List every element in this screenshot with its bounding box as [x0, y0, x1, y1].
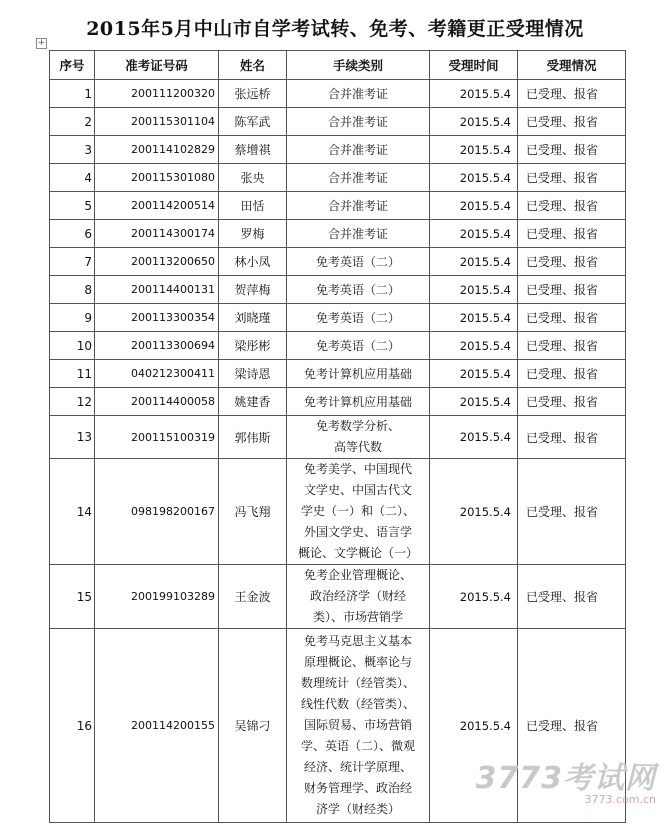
header-type: 手续类别	[287, 51, 430, 80]
row-number: 6	[50, 220, 95, 248]
row-number: 5	[50, 192, 95, 220]
exam-id: 200113300694	[95, 332, 219, 360]
exam-id: 200114200155	[95, 629, 219, 823]
procedure-type: 合并准考证	[287, 164, 430, 192]
accept-date: 2015.5.4	[430, 220, 518, 248]
page-title: 2015年5月中山市自学考试转、免考、考籍更正受理情况	[86, 18, 584, 40]
exam-id: 200115301080	[95, 164, 219, 192]
candidate-name: 张远桥	[219, 80, 287, 108]
candidate-name: 林小凤	[219, 248, 287, 276]
accept-date: 2015.5.4	[430, 629, 518, 823]
row-number: 10	[50, 332, 95, 360]
watermark-url: 3773.com.cn	[584, 793, 656, 806]
watermark-logo	[476, 753, 657, 806]
row-number: 3	[50, 136, 95, 164]
candidate-name: 梁诗恩	[219, 360, 287, 388]
candidate-name: 郭伟斯	[219, 416, 287, 459]
procedure-type: 免考英语（二）	[287, 304, 430, 332]
accept-status: 已受理、报省	[518, 304, 626, 332]
row-number: 13	[50, 416, 95, 459]
accept-status: 已受理、报省	[518, 388, 626, 416]
accept-date: 2015.5.4	[430, 388, 518, 416]
table-row	[50, 304, 626, 332]
accept-date: 2015.5.4	[430, 360, 518, 388]
exam-id: 098198200167	[95, 459, 219, 565]
accept-date: 2015.5.4	[430, 459, 518, 565]
accept-status: 已受理、报省	[518, 80, 626, 108]
candidate-name: 张央	[219, 164, 287, 192]
exam-id: 200113300354	[95, 304, 219, 332]
accept-date: 2015.5.4	[430, 80, 518, 108]
table-row	[50, 416, 626, 459]
table-row	[50, 459, 626, 565]
accept-status: 已受理、报省	[518, 360, 626, 388]
row-number: 4	[50, 164, 95, 192]
row-number: 14	[50, 459, 95, 565]
accept-status: 已受理、报省	[518, 108, 626, 136]
header-id: 准考证号码	[95, 51, 219, 80]
header-status: 受理情况	[518, 51, 626, 80]
row-number: 7	[50, 248, 95, 276]
candidate-name: 蔡增祺	[219, 136, 287, 164]
accept-status: 已受理、报省	[518, 164, 626, 192]
row-number: 16	[50, 629, 95, 823]
table-row	[50, 192, 626, 220]
header-no: 序号	[50, 51, 95, 80]
watermark-text: 3773考试网	[475, 761, 656, 796]
exam-id: 200114102829	[95, 136, 219, 164]
candidate-name: 吴锦刁	[219, 629, 287, 823]
table-row	[50, 276, 626, 304]
procedure-type: 免考英语（二）	[287, 332, 430, 360]
procedure-type: 合并准考证	[287, 136, 430, 164]
table-move-handle-icon[interactable]: +	[37, 38, 46, 48]
procedure-type: 合并准考证	[287, 108, 430, 136]
table-row	[50, 164, 626, 192]
accept-status: 已受理、报省	[518, 276, 626, 304]
exam-id: 200113200650	[95, 248, 219, 276]
procedure-type: 合并准考证	[287, 80, 430, 108]
exam-id: 200114400131	[95, 276, 219, 304]
procedure-type: 免考数学分析、 高等代数	[287, 416, 430, 459]
exam-id: 200114300174	[95, 220, 219, 248]
candidate-name: 王金波	[219, 565, 287, 629]
row-number: 9	[50, 304, 95, 332]
accept-date: 2015.5.4	[430, 164, 518, 192]
table-row	[50, 108, 626, 136]
table-header-row	[50, 51, 626, 80]
procedure-type: 免考英语（二）	[287, 276, 430, 304]
accept-date: 2015.5.4	[430, 332, 518, 360]
table-row	[50, 136, 626, 164]
exam-id: 040212300411	[95, 360, 219, 388]
row-number: 15	[50, 565, 95, 629]
candidate-name: 刘晓瑾	[219, 304, 287, 332]
accept-status: 已受理、报省	[518, 332, 626, 360]
exam-id: 200115100319	[95, 416, 219, 459]
candidate-name: 姚建香	[219, 388, 287, 416]
exam-id: 200114400058	[95, 388, 219, 416]
procedure-type: 合并准考证	[287, 220, 430, 248]
procedure-type: 合并准考证	[287, 192, 430, 220]
procedure-type: 免考计算机应用基础	[287, 360, 430, 388]
accept-date: 2015.5.4	[430, 192, 518, 220]
row-number: 1	[50, 80, 95, 108]
exam-id: 200111200320	[95, 80, 219, 108]
procedure-type: 免考英语（二）	[287, 248, 430, 276]
row-number: 12	[50, 388, 95, 416]
exam-id: 200114200514	[95, 192, 219, 220]
accept-date: 2015.5.4	[430, 276, 518, 304]
procedure-type: 免考美学、中国现代 文学史、中国古代文 学史（一）和（二）、 外国文学史、语言学 概论、文学概论（一）	[287, 459, 430, 565]
table-row	[50, 565, 626, 629]
row-number: 11	[50, 360, 95, 388]
procedure-type: 免考企业管理概论、 政治经济学（财经 类）、市场营销学	[287, 565, 430, 629]
accept-date: 2015.5.4	[430, 136, 518, 164]
acceptance-table	[49, 50, 626, 823]
accept-date: 2015.5.4	[430, 304, 518, 332]
exam-id: 200115301104	[95, 108, 219, 136]
procedure-type: 免考计算机应用基础	[287, 388, 430, 416]
candidate-name: 冯飞翔	[219, 459, 287, 565]
candidate-name: 陈军武	[219, 108, 287, 136]
row-number: 8	[50, 276, 95, 304]
accept-date: 2015.5.4	[430, 248, 518, 276]
table-row	[50, 360, 626, 388]
candidate-name: 梁彤彬	[219, 332, 287, 360]
procedure-type: 免考马克思主义基本 原理概论、概率论与 数理统计（经管类）、 线性代数（经管类）、 国际贸易、市场营销 学、英语（二）、微观 经济、统计学原理、 财务管理学、政治经 济学（财经类）	[287, 629, 430, 823]
accept-status: 已受理、报省	[518, 565, 626, 629]
accept-status: 已受理、报省	[518, 248, 626, 276]
accept-date: 2015.5.4	[430, 108, 518, 136]
candidate-name: 贺萍梅	[219, 276, 287, 304]
accept-status: 已受理、报省	[518, 136, 626, 164]
row-number: 2	[50, 108, 95, 136]
table-row	[50, 220, 626, 248]
table-row	[50, 248, 626, 276]
table-row	[50, 80, 626, 108]
exam-id: 200199103289	[95, 565, 219, 629]
accept-status: 已受理、报省	[518, 416, 626, 459]
accept-status: 已受理、报省	[518, 459, 626, 565]
header-date: 受理时间	[430, 51, 518, 80]
accept-status: 已受理、报省	[518, 192, 626, 220]
table-row	[50, 332, 626, 360]
header-name: 姓名	[219, 51, 287, 80]
accept-status: 已受理、报省	[518, 220, 626, 248]
accept-status: 已受理、报省	[518, 629, 626, 823]
accept-date: 2015.5.4	[430, 416, 518, 459]
candidate-name: 田恬	[219, 192, 287, 220]
table-row	[50, 388, 626, 416]
candidate-name: 罗梅	[219, 220, 287, 248]
accept-date: 2015.5.4	[430, 565, 518, 629]
